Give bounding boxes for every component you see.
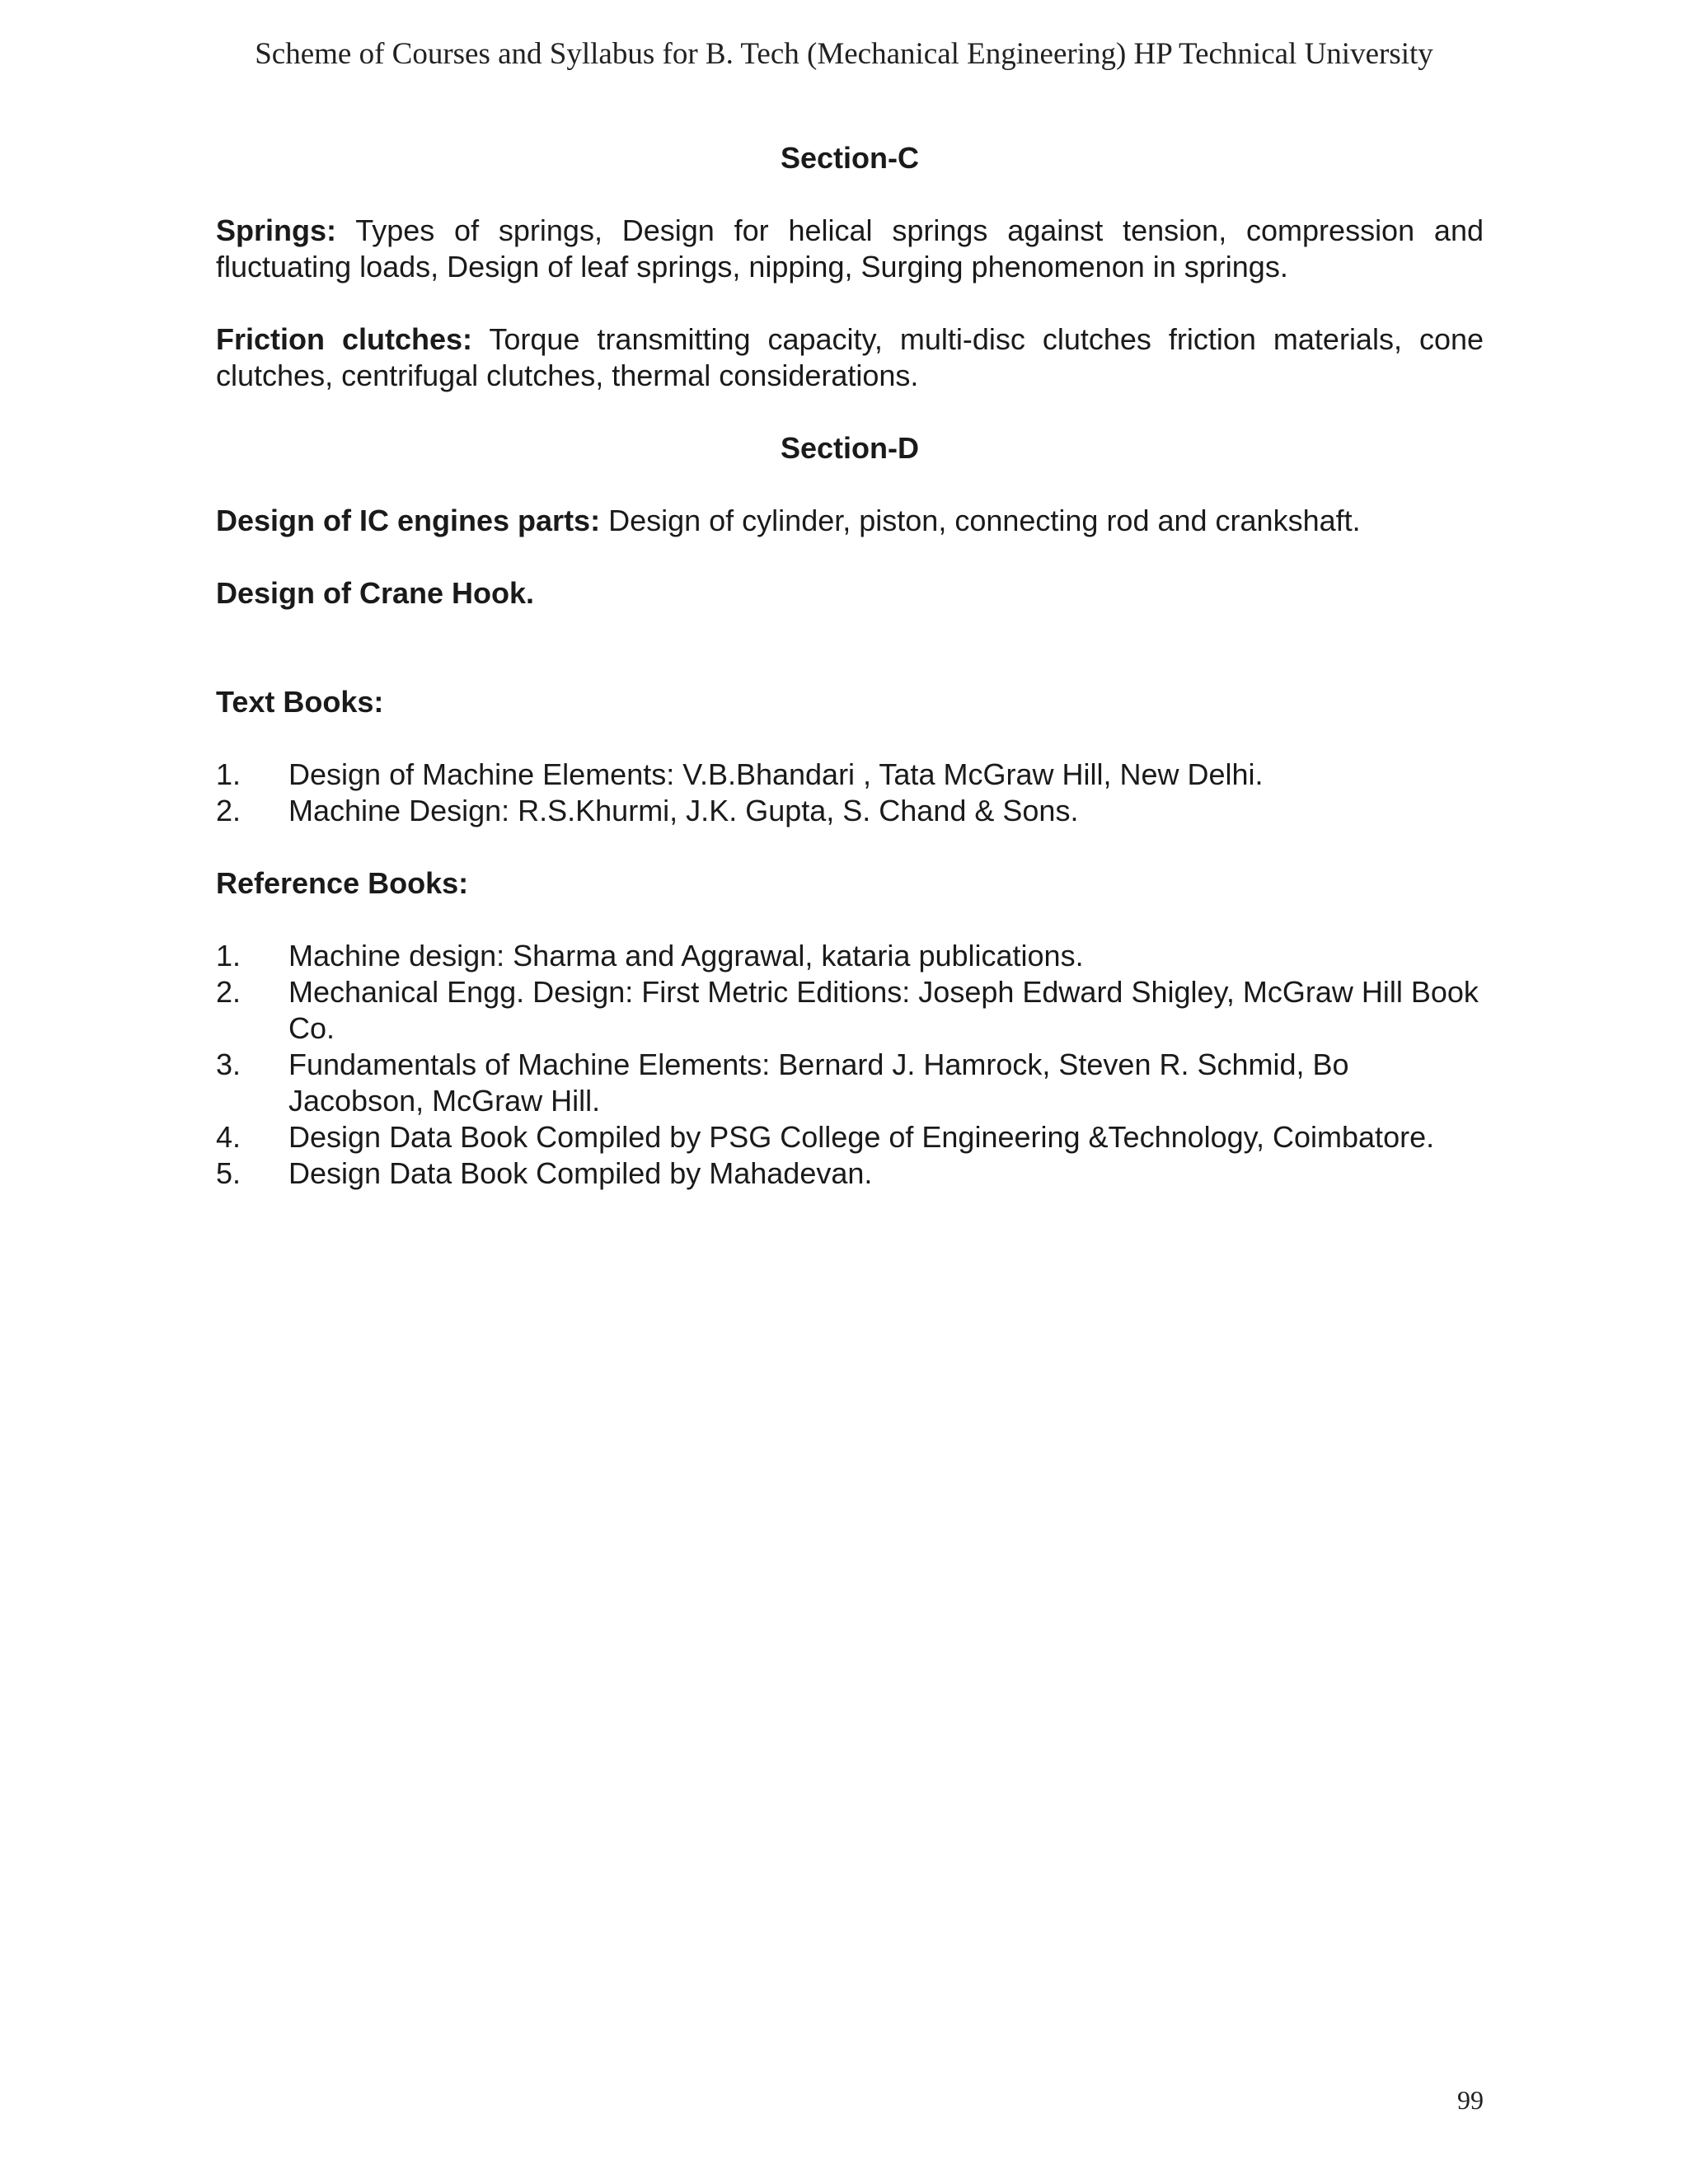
list-item-text: Machine Design: R.S.Khurmi, J.K. Gupta, S. Chand & Sons. bbox=[288, 794, 1079, 827]
reference-books-heading: Reference Books: bbox=[216, 866, 469, 900]
springs-label: Springs: bbox=[216, 213, 337, 247]
list-item-text: Mechanical Engg. Design: First Metric Editions: Joseph Edward Shigley, McGraw Hill Book Co. bbox=[288, 975, 1479, 1045]
list-item-number: 3. bbox=[216, 1047, 241, 1081]
list-item-text: Machine design: Sharma and Aggrawal, kataria publications. bbox=[288, 939, 1084, 972]
list-item-number: 5. bbox=[216, 1156, 241, 1190]
list-item-number: 1. bbox=[216, 757, 241, 791]
page-number: 99 bbox=[1457, 2085, 1484, 2115]
list-item-text: Design of Machine Elements: V.B.Bhandari , Tata McGraw Hill, New Delhi. bbox=[288, 757, 1264, 791]
list-item bbox=[216, 793, 1484, 829]
section-c-title: Section-C bbox=[780, 141, 919, 175]
ic-engines-label: Design of IC engines parts: bbox=[216, 504, 601, 537]
ic-engines-paragraph bbox=[216, 503, 1484, 539]
list-item bbox=[216, 1047, 1484, 1119]
crane-hook-heading: Design of Crane Hook. bbox=[216, 576, 535, 610]
clutches-paragraph bbox=[216, 321, 1484, 394]
section-d-title: Section-D bbox=[780, 431, 919, 465]
clutches-text: Torque transmitting capacity, multi-disc clutches friction materials, cone clutches, centrifugal clutches, thermal considerations. bbox=[216, 322, 1484, 392]
list-item-number: 4. bbox=[216, 1120, 241, 1154]
list-item-number: 1. bbox=[216, 939, 241, 972]
list-item bbox=[216, 757, 1484, 793]
list-item bbox=[216, 1119, 1484, 1155]
list-item bbox=[216, 1155, 1484, 1192]
text-books-heading: Text Books: bbox=[216, 685, 384, 719]
page-header: Scheme of Courses and Syllabus for B. Tech (Mechanical Engineering) HP Technical University bbox=[255, 37, 1433, 71]
ic-engines-text: Design of cylinder, piston, connecting rod and crankshaft. bbox=[608, 504, 1361, 537]
list-item-text: Design Data Book Compiled by Mahadevan. bbox=[288, 1156, 873, 1190]
list-item-text: Fundamentals of Machine Elements: Bernard J. Hamrock, Steven R. Schmid, Bo Jacobson, McGraw Hill. bbox=[288, 1047, 1349, 1118]
springs-paragraph bbox=[216, 213, 1484, 285]
list-item bbox=[216, 974, 1484, 1047]
list-item-text: Design Data Book Compiled by PSG College of Engineering &Technology, Coimbatore. bbox=[288, 1120, 1435, 1154]
clutches-label: Friction clutches: bbox=[216, 322, 473, 356]
list-item-number: 2. bbox=[216, 975, 241, 1009]
list-item-number: 2. bbox=[216, 794, 241, 827]
springs-text: Types of springs, Design for helical springs against tension, compression and fluctuating loads, Design of leaf springs, nipping, Surging phenomenon in springs. bbox=[216, 213, 1484, 284]
page-content bbox=[216, 140, 1484, 1192]
text-books-list bbox=[216, 757, 1484, 829]
list-item bbox=[216, 938, 1484, 974]
reference-books-list bbox=[216, 938, 1484, 1192]
